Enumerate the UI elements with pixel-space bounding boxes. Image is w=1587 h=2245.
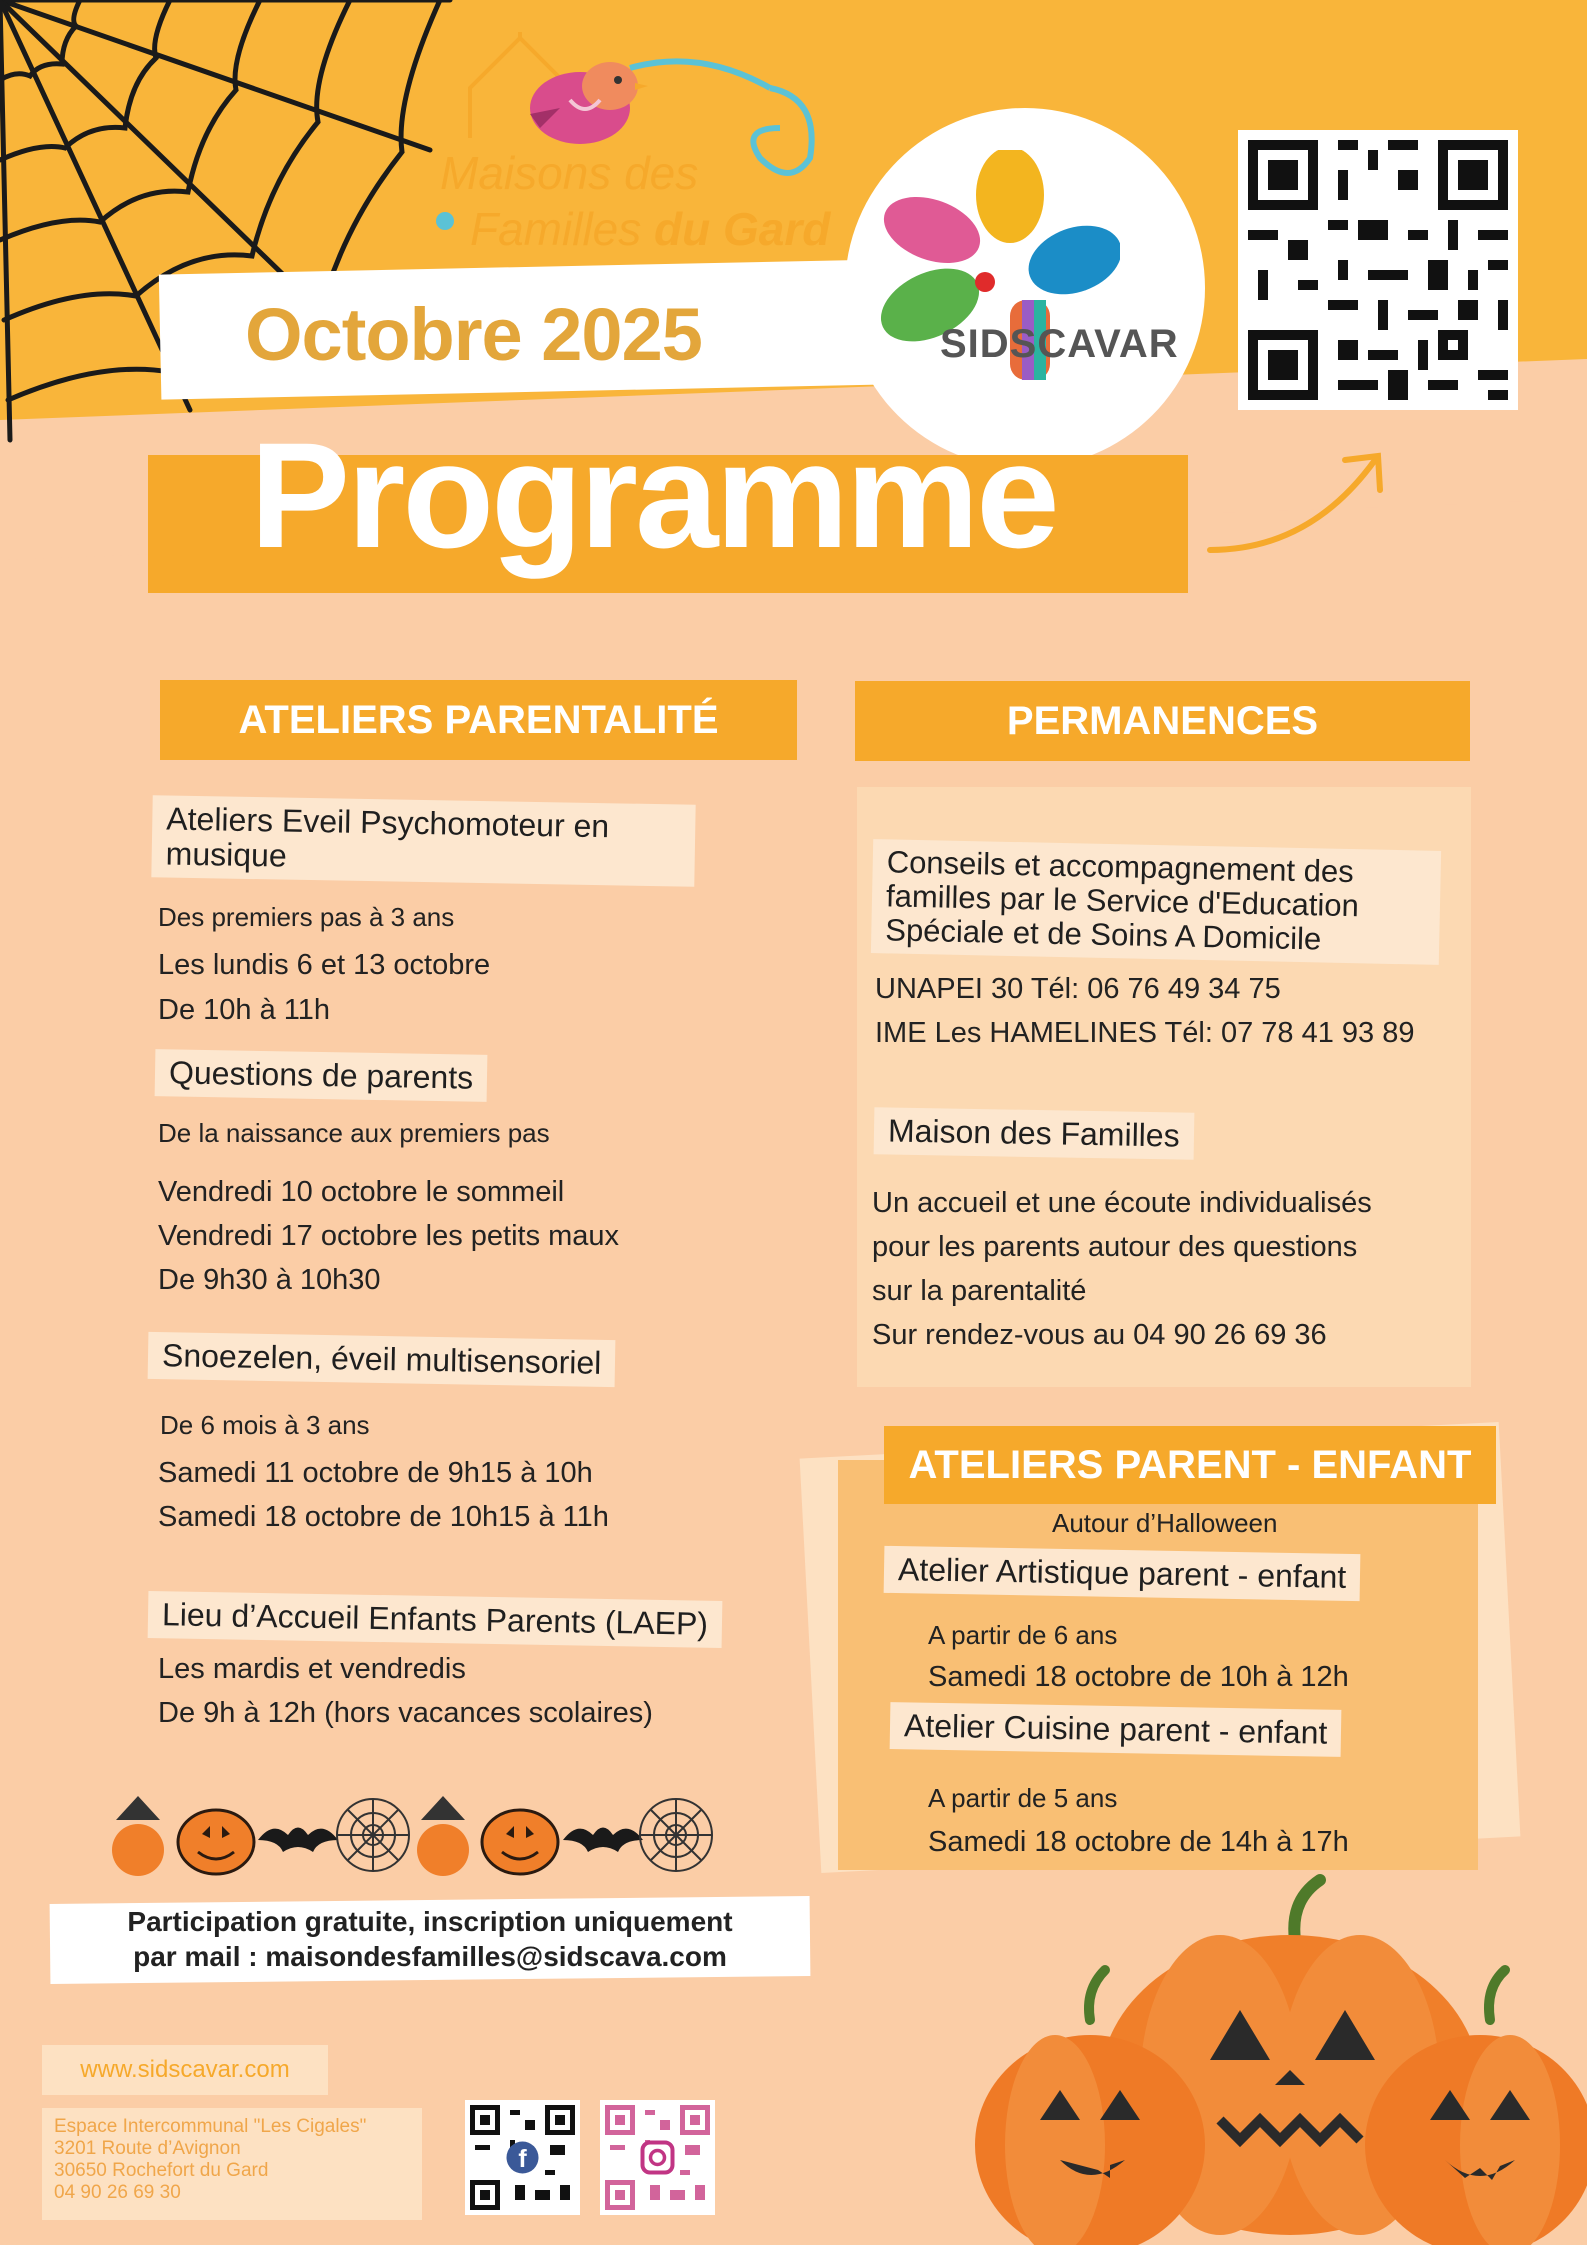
address-phone: 04 90 26 69 30 [54,2181,181,2203]
item-line-snoezelen-1: Samedi 11 octobre de 9h15 à 10h [158,1457,593,1489]
item-age-snoezelen: De 6 mois à 3 ans [160,1410,370,1440]
sidscavar-logo-text: SIDSCAVAR [940,322,1179,366]
address-block [42,2108,422,2220]
facebook-qr-icon [465,2100,580,2215]
pe-line-artistique-2: Samedi 18 octobre de 10h à 12h [928,1661,1349,1693]
item-line-questions-1: Vendredi 10 octobre le sommeil [158,1176,565,1208]
instagram-qr-icon [600,2100,715,2215]
ateliers-parentalite-heading: ATELIERS PARENTALITÉ [160,680,797,760]
web-icon [337,1799,409,1871]
parent-enfant-heading: ATELIERS PARENT - ENFANT [884,1426,1496,1504]
logo-dot [436,212,454,230]
item-line-eveil-1: Les lundis 6 et 13 octobre [158,949,491,981]
item-title-eveil: Ateliers Eveil Psychomoteur en musique [151,795,695,887]
item-title-snoezelen: Snoezelen, éveil multisensoriel [148,1332,616,1387]
logo-text-familles: Familles [470,203,642,255]
pumpkin-icon [178,1810,254,1874]
item-line-questions-2: Vendredi 17 octobre les petits maux [158,1220,620,1252]
perm-line-maison-4: Sur rendez-vous au 04 90 26 69 36 [872,1319,1327,1351]
instagram-qr-code[interactable] [600,2100,715,2215]
svg-text:f: f [518,2145,527,2173]
halloween-decoration-row [108,1790,718,1880]
parent-enfant-subtitle: Autour d’Halloween [1052,1508,1278,1538]
pe-line-artistique-1: A partir de 6 ans [928,1620,1118,1650]
pe-line-cuisine-2: Samedi 18 octobre de 14h à 17h [928,1826,1349,1858]
permanences-heading: PERMANENCES [855,681,1470,761]
item-age-questions: De la naissance aux premiers pas [158,1118,550,1148]
month-title: Octobre 2025 [245,293,702,376]
bat-icon [258,1828,338,1853]
qr-code-main[interactable] [1238,130,1518,410]
registration-notice [60,1904,800,1974]
programme-title: Programme [250,411,1057,579]
perm-line-maison-1: Un accueil et une écoute individualisés [872,1187,1372,1219]
address-line-3: 30650 Rochefort du Gard [54,2159,269,2181]
web-icon-2 [640,1799,712,1871]
perm-line-unapei: UNAPEI 30 Tél: 06 76 49 34 75 [875,973,1281,1005]
qr-code-icon [1238,130,1518,410]
arrow-to-qr-icon [1200,440,1400,570]
perm-title-maison: Maison des Familles [874,1107,1194,1160]
item-line-questions-3: De 9h30 à 10h30 [158,1264,381,1296]
item-line-snoezelen-2: Samedi 18 octobre de 10h15 à 11h [158,1501,609,1533]
item-line-laep-1: Les mardis et vendredis [158,1653,466,1685]
logo-text-line1: Maisons des [440,147,699,199]
pe-title-cuisine: Atelier Cuisine parent - enfant [890,1702,1342,1757]
bat-icon-2 [563,1828,643,1853]
perm-title-sessad: Conseils et accompagnement des familles par le Service d'Education Spéciale et de Soins A Domicile [871,839,1441,965]
jack-o-lantern-group-icon [970,1870,1587,2245]
scarecrow-icon [112,1796,164,1876]
item-title-questions: Questions de parents [155,1049,488,1102]
item-line-eveil-2: De 10h à 11h [158,994,330,1026]
address-line-1: Espace Intercommunal "Les Cigales" [54,2116,367,2137]
facebook-qr-code[interactable] [465,2100,580,2215]
perm-line-maison-2: pour les parents autour des questions [872,1231,1358,1263]
logo-text-line2 [470,202,830,256]
notice-line-1: Participation gratuite, inscription uniquement [127,1906,733,1937]
scarecrow-icon-2 [417,1796,469,1876]
address-line-2: 3201 Route d’Avignon [54,2137,241,2159]
pe-title-artistique: Atelier Artistique parent - enfant [884,1546,1361,1601]
item-title-laep: Lieu d’Accueil Enfants Parents (LAEP) [148,1591,723,1648]
logo-text-du-gard: du Gard [654,203,831,255]
website-link[interactable]: www.sidscavar.com [42,2045,328,2095]
pe-line-cuisine-1: A partir de 5 ans [928,1783,1118,1813]
item-age-eveil: Des premiers pas à 3 ans [158,902,455,932]
notice-email[interactable]: par mail : maisondesfamilles@sidscava.com [133,1941,727,1972]
pumpkin-icon-2 [482,1810,558,1874]
perm-line-maison-3: sur la parentalité [872,1275,1087,1307]
perm-line-ime: IME Les HAMELINES Tél: 07 78 41 93 89 [875,1017,1415,1049]
item-line-laep-2: De 9h à 12h (hors vacances scolaires) [158,1697,653,1729]
